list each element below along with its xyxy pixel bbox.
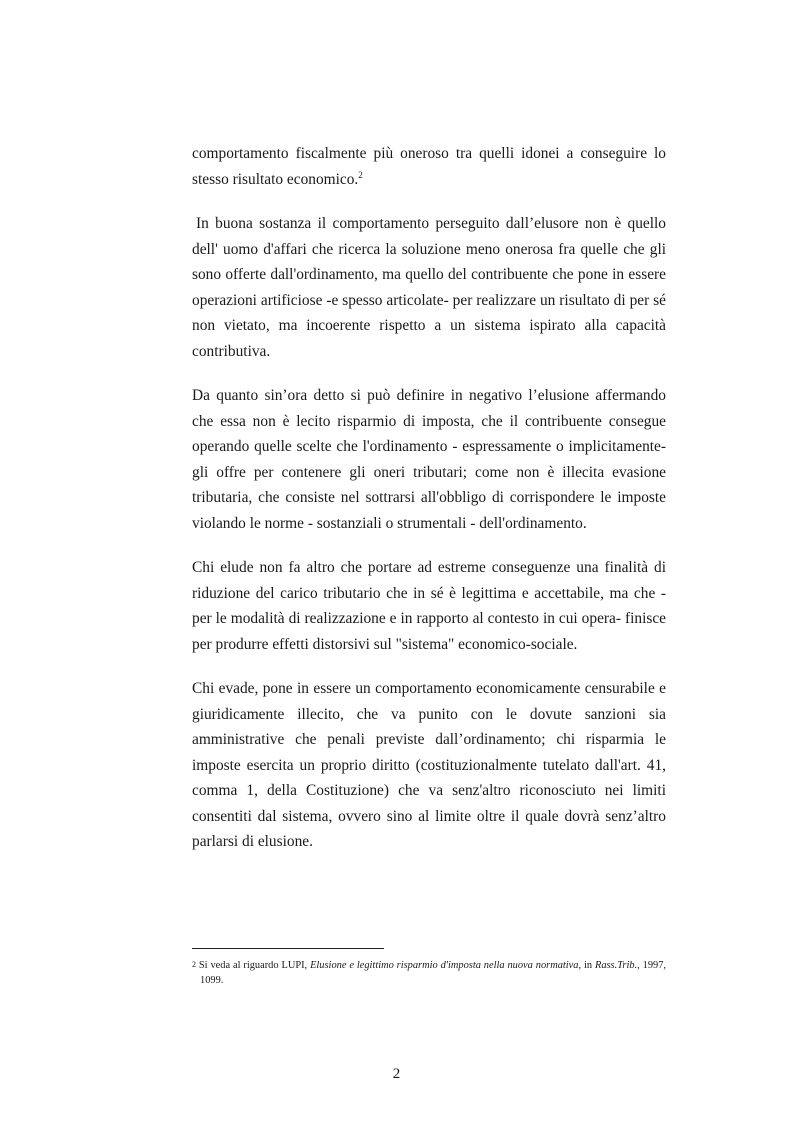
footnote-journal: Rass.Trib. [594, 960, 638, 971]
paragraph-1 [192, 141, 666, 192]
paragraph-4: Chi elude non fa altro che portare ad estreme conseguenze una finalità di riduzione del carico tributario che in sé è legittima e accettabile, ma che - per le modalità di realizzazione e in rapporto al contesto in cui opera- finisce per produrre effetti distorsivi sul "sistema" economico-sociale. [192, 559, 666, 653]
footnote-reference[interactable]: 2 [358, 169, 363, 180]
paragraph-3: Da quanto sin’ora detto si può definire in negativo l’elusione affermando che essa non è lecito risparmio di imposta, che il contribuente consegue operando quelle scelte che l'ordinamento - espressamente o implicitamente- gli offre per contenere gli oneri tributari; come non è illecita evasione tributaria, che consiste nel sottrarsi all'obbligo di corrispondere le imposte violando le norme - sostanziali o strumentali - dell'ordinamento. [192, 387, 666, 532]
footnote-tail: , 1997, 1099. [200, 960, 666, 986]
footnote-lead: Si veda al riguardo LUPI, [198, 960, 308, 971]
paragraph-2: In buona sostanza il comportamento perseguito dall’elusore non è quello dell' uomo d'affari che ricerca la soluzione meno onerosa fra quelle che gli sono offerte dall'ordinamento, ma quello del contribuente che pone in essere operazioni artificiose -e spesso articolate- per realizzare un risultato di per sé non vietato, ma incoerente rispetto a un sistema ispirato alla capacità contributiva. [192, 215, 666, 360]
body-text [192, 141, 666, 874]
footnote-separator [192, 948, 384, 949]
page-number: 2 [392, 1066, 401, 1082]
footnote-title: Elusione e legittimo risparmio d'imposta nella nuova normativa [310, 960, 579, 971]
footnote-mid: , in [578, 960, 593, 971]
footnote-number: 2 [192, 960, 196, 969]
paragraph-1-text: comportamento fiscalmente più oneroso tra quelli idonei a conseguire lo stesso risultato economico. [192, 145, 666, 188]
footnote [192, 957, 666, 988]
paragraph-5: Chi evade, pone in essere un comportamento economicamente censurabile e giuridicamente illecito, che va punito con le dovute sanzioni sia amministrative che penali previste dall’ordinamento; chi risparmia le imposte esercita un proprio diritto (costituzionalmente tutelato dall'art. 41, comma 1, della Costituzione) che va senz'altro riconosciuto nei limiti consentiti dal sistema, ovvero sino al limite oltre il quale dovrà senz’altro parlarsi di elusione. [192, 680, 666, 850]
